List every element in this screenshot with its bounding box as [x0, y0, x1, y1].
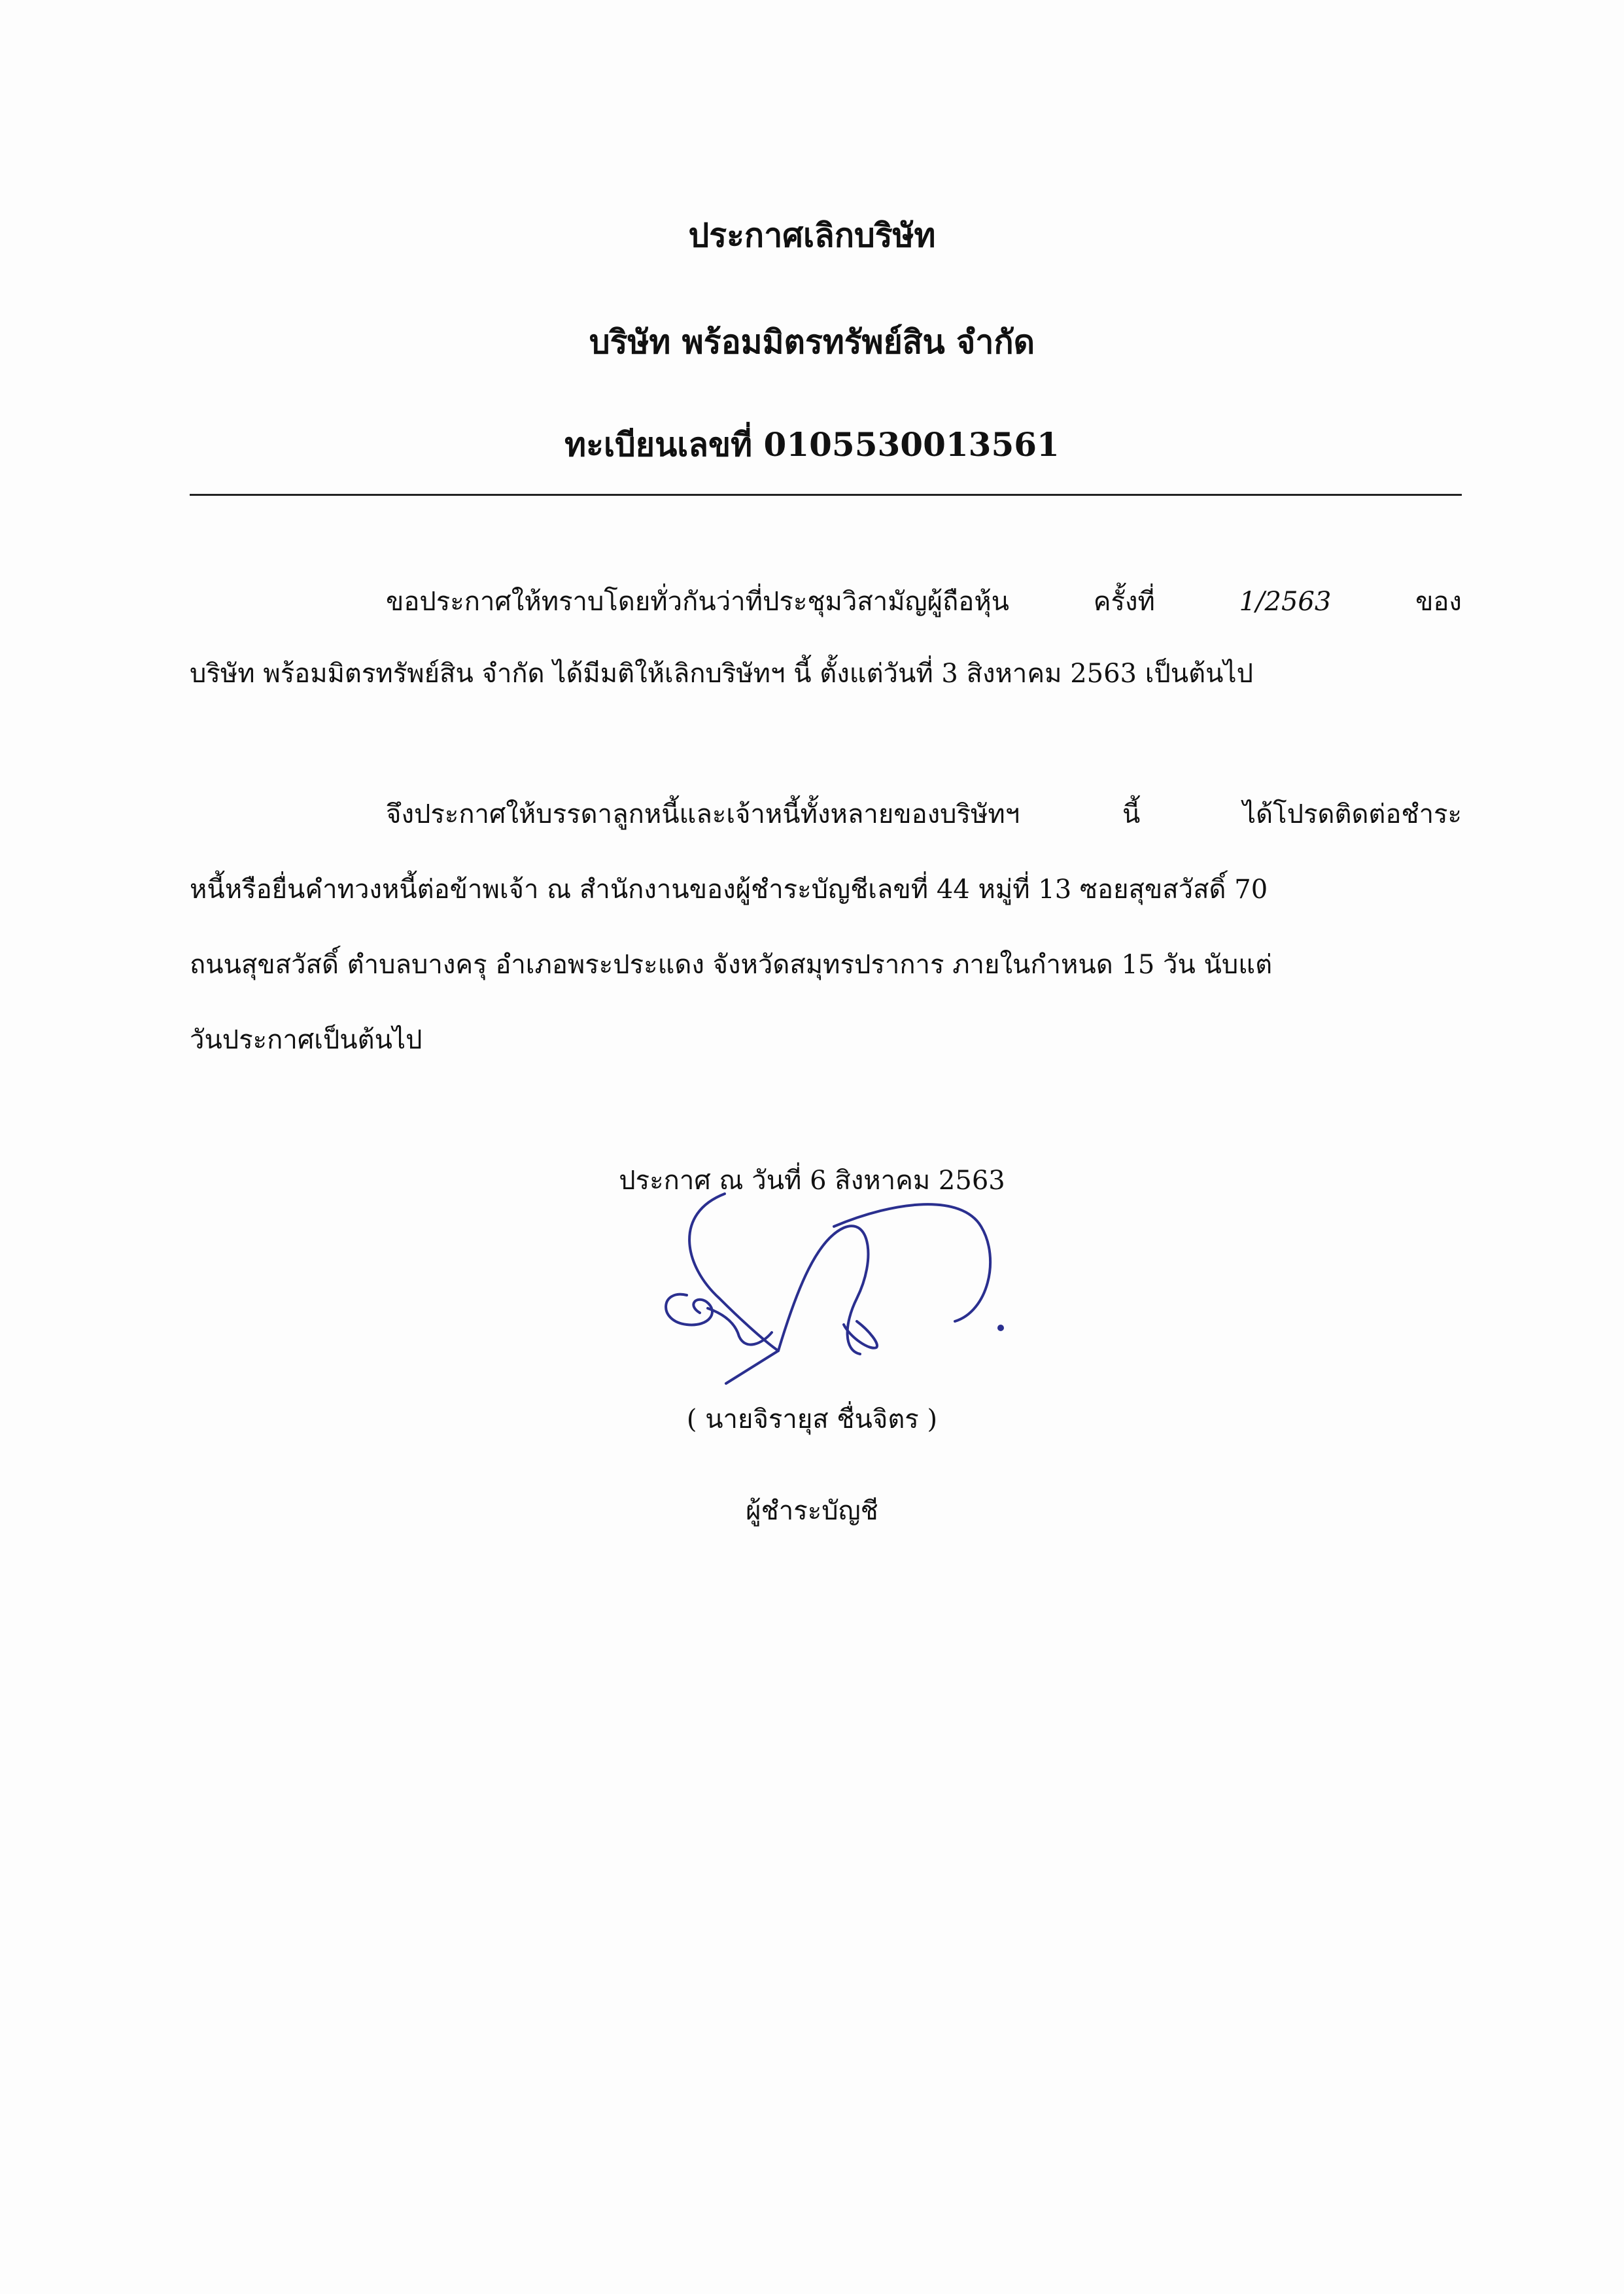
paragraph2-line1-this: นี้	[1122, 799, 1141, 829]
paragraph2-line4: วันประกาศเป็นต้นไป	[190, 1025, 423, 1055]
paragraph2-line1-contact: ได้โปรดติดต่อชำระ	[1243, 799, 1462, 829]
paragraph2-line2: หนี้หรือยื่นคำทวงหนี้ต่อข้าพเจ้า ณ สำนักงานของผู้ชำระบัญชีเลขที่ 44 หมู่ที่ 13 ซอยสุขสวัสดิ์ 70	[190, 875, 1268, 905]
paragraph2-line3: ถนนสุขสวัสดิ์ ตำบลบางครุ อำเภอพระประแดง จังหวัดสมุทรปราการ ภายในกำหนด 15 วัน นับแต่	[190, 950, 1273, 980]
paragraph1-line1-meeting-number: 1/2563	[1239, 587, 1332, 617]
header-divider	[190, 494, 1462, 496]
signer-role: ผู้ชำระบัญชี	[746, 1496, 878, 1526]
paragraph1-line1-meeting-label: ครั้งที่	[1093, 587, 1155, 617]
paragraph1-line1	[386, 582, 1462, 621]
paragraph2-line1	[386, 795, 1462, 834]
registration-number: ทะเบียนเลขที่ 0105530013561	[564, 425, 1060, 464]
paragraph1-line2: บริษัท พร้อมมิตรทรัพย์สิน จำกัด ได้มีมติให้เลิกบริษัทฯ นี้ ตั้งแต่วันที่ 3 สิงหาคม 2563 เป็นต้นไป	[190, 659, 1253, 689]
paragraph1-line1-text: ขอประกาศให้ทราบโดยทั่วกันว่าที่ประชุมวิสามัญผู้ถือหุ้น	[386, 587, 1010, 617]
signer-name: ( นายจิรายุส ชื่นจิตร )	[686, 1404, 938, 1434]
announcement-date: ประกาศ ณ วันที่ 6 สิงหาคม 2563	[619, 1166, 1005, 1196]
paragraph2-line1-text: จึงประกาศให้บรรดาลูกหนี้และเจ้าหนี้ทั้งหลายของบริษัทฯ	[386, 799, 1020, 829]
company-name: บริษัท พร้อมมิตรทรัพย์สิน จำกัด	[589, 322, 1035, 361]
document-title: ประกาศเลิกบริษัท	[688, 216, 936, 254]
handwritten-signature	[648, 1187, 1040, 1390]
paragraph1-line1-of: ของ	[1415, 587, 1462, 617]
